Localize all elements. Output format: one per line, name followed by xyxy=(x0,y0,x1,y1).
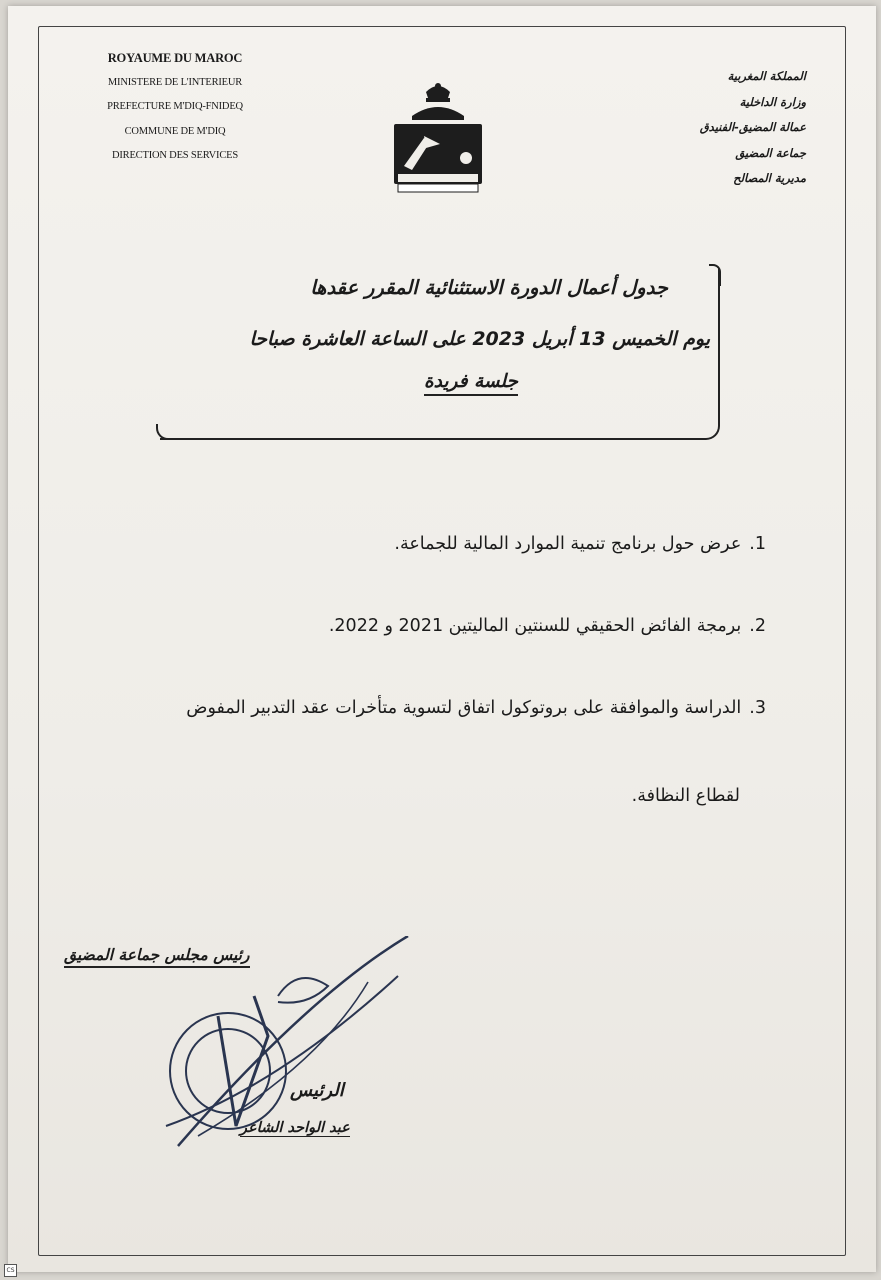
agenda-item-3 xyxy=(186,698,766,718)
header-fr-line: ROYAUME DU MAROC xyxy=(107,51,243,65)
title-line-1: جدول أعمال الدورة الاستثنائية المقرر عقدها xyxy=(310,276,668,299)
header-fr-line: COMMUNE DE M'DIQ xyxy=(124,125,226,137)
header-ar-line: جماعة المضيق xyxy=(735,145,806,160)
agenda-item-number: 2. xyxy=(749,616,766,636)
agenda-item-number: 3. xyxy=(749,698,766,718)
header-fr-line: PREFECTURE M'DIQ-FNIDEQ xyxy=(107,101,243,112)
header-french xyxy=(80,46,270,169)
scanner-app-badge: CS xyxy=(4,1264,17,1277)
commune-emblem-icon xyxy=(390,78,486,196)
header-arabic xyxy=(656,64,806,192)
header-ar-line: مديرية المصالح xyxy=(733,171,806,185)
document-page xyxy=(8,6,876,1272)
signatory-role: رئيس مجلس جماعة المضيق xyxy=(64,946,250,968)
header-ar-line: وزارة الداخلية xyxy=(739,94,806,109)
title-line-2: يوم الخميس 13 أبريل 2023 على الساعة العاشرة صباحا xyxy=(249,328,710,350)
header-fr-line: DIRECTION DES SERVICES xyxy=(111,150,238,161)
agenda-item-text: الدراسة والموافقة على بروتوكول اتفاق لتسوية متأخرات عقد التدبير المفوض xyxy=(186,698,742,718)
agenda-title-box xyxy=(160,268,720,440)
title-line-3: جلسة فريدة xyxy=(424,371,518,396)
signatory-name: عبد الواحد الشاعر xyxy=(240,1120,350,1136)
agenda-item-3-continuation: لقطاع النظافة. xyxy=(631,786,740,806)
agenda-item-text: برمجة الفائض الحقيقي للسنتين الماليتين 2021 و 2022. xyxy=(328,616,742,636)
header-fr-line: MINISTERE DE L'INTERIEUR xyxy=(107,76,243,88)
agenda-item-2 xyxy=(329,616,766,636)
header-ar-line: المملكة المغربية xyxy=(727,69,806,83)
header-ar-line: عمالة المضيق-الفنيدق xyxy=(699,120,806,134)
signatory-title: الرئيس xyxy=(290,1080,344,1101)
agenda-item-number: 1. xyxy=(749,534,766,554)
agenda-item-1 xyxy=(394,534,766,554)
agenda-item-text: عرض حول برنامج تنمية الموارد المالية للجماعة. xyxy=(394,534,742,554)
